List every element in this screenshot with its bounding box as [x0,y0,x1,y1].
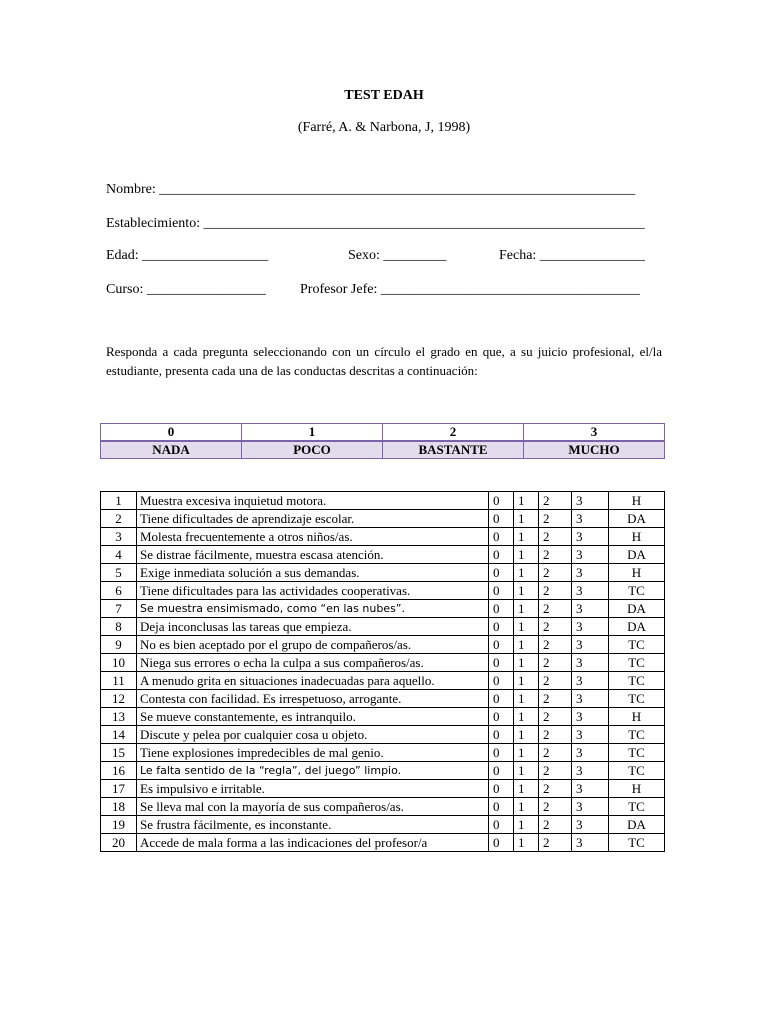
item-number: 15 [101,744,137,762]
rating-option-2[interactable]: 2 [539,816,572,834]
item-number: 16 [101,762,137,780]
item-number: 8 [101,618,137,636]
rating-option-1[interactable]: 1 [514,726,539,744]
item-category: H [609,492,665,510]
item-number: 20 [101,834,137,852]
rating-option-1[interactable]: 1 [514,564,539,582]
rating-option-3[interactable]: 3 [572,726,609,744]
item-number: 19 [101,816,137,834]
rating-option-1[interactable]: 1 [514,636,539,654]
rating-option-1[interactable]: 1 [514,762,539,780]
rating-option-1[interactable]: 1 [514,492,539,510]
rating-option-3[interactable]: 3 [572,564,609,582]
item-number: 4 [101,546,137,564]
scale-value-3: 3 [524,424,665,442]
rating-option-2[interactable]: 2 [539,744,572,762]
rating-option-0[interactable]: 0 [489,690,514,708]
item-category: H [609,708,665,726]
rating-option-0[interactable]: 0 [489,654,514,672]
rating-option-2[interactable]: 2 [539,798,572,816]
curso-field[interactable]: Curso: _________________ [106,282,266,297]
scale-value-0: 0 [101,424,242,442]
table-row [101,600,665,618]
rating-option-2[interactable]: 2 [539,564,572,582]
rating-option-2[interactable]: 2 [539,780,572,798]
item-category: DA [609,816,665,834]
rating-option-2[interactable]: 2 [539,582,572,600]
item-text: Molesta frecuentemente a otros niños/as. [137,528,489,546]
item-text: Tiene dificultades para las actividades cooperativas. [137,582,489,600]
rating-option-1[interactable]: 1 [514,816,539,834]
instructions-text: Responda a cada pregunta seleccionando con un círculo el grado en que, a su juicio profesional, el/la estudiante, presenta cada una de las conductas descritas a continuación: [106,344,662,378]
item-text: Muestra excesiva inquietud motora. [137,492,489,510]
rating-option-3[interactable]: 3 [572,492,609,510]
rating-option-0[interactable]: 0 [489,564,514,582]
scale-value-1: 1 [242,424,383,442]
rating-option-2[interactable]: 2 [539,834,572,852]
table-row [101,834,665,852]
table-row [101,816,665,834]
table-row [101,708,665,726]
rating-option-1[interactable]: 1 [514,618,539,636]
rating-option-0[interactable]: 0 [489,708,514,726]
item-number: 9 [101,636,137,654]
table-row [101,564,665,582]
sexo-field[interactable]: Sexo: _________ [348,248,447,263]
rating-option-0[interactable]: 0 [489,636,514,654]
item-text: Se muestra ensimismado, como “en las nubes”. [137,600,489,618]
item-text: Se distrae fácilmente, muestra escasa atención. [137,546,489,564]
rating-option-2[interactable]: 2 [539,708,572,726]
rating-option-0[interactable]: 0 [489,582,514,600]
rating-option-2[interactable]: 2 [539,690,572,708]
item-number: 17 [101,780,137,798]
rating-option-3[interactable]: 3 [572,762,609,780]
item-category: TC [609,672,665,690]
rating-option-1[interactable]: 1 [514,582,539,600]
item-text: Accede de mala forma a las indicaciones del profesor/a [137,834,489,852]
item-text: Exige inmediata solución a sus demandas. [137,564,489,582]
fecha-field[interactable]: Fecha: _______________ [499,248,645,263]
item-text: A menudo grita en situaciones inadecuadas para aquello. [137,672,489,690]
table-row [101,690,665,708]
rating-option-3[interactable]: 3 [572,528,609,546]
rating-option-2[interactable]: 2 [539,546,572,564]
scale-label-mucho: MUCHO [524,441,665,459]
rating-option-3[interactable]: 3 [572,744,609,762]
scale-label-nada: NADA [101,441,242,459]
rating-option-3[interactable]: 3 [572,816,609,834]
table-row [101,726,665,744]
rating-option-0[interactable]: 0 [489,510,514,528]
rating-option-0[interactable]: 0 [489,816,514,834]
rating-option-3[interactable]: 3 [572,600,609,618]
rating-option-0[interactable]: 0 [489,672,514,690]
rating-option-2[interactable]: 2 [539,762,572,780]
table-row [101,654,665,672]
rating-option-2[interactable]: 2 [539,636,572,654]
item-number: 2 [101,510,137,528]
rating-option-2[interactable]: 2 [539,510,572,528]
item-category: DA [609,510,665,528]
item-text: No es bien aceptado por el grupo de compañeros/as. [137,636,489,654]
table-row [101,636,665,654]
rating-option-0[interactable]: 0 [489,528,514,546]
table-row [101,546,665,564]
rating-option-2[interactable]: 2 [539,654,572,672]
rating-option-1[interactable]: 1 [514,744,539,762]
item-category: H [609,528,665,546]
rating-option-1[interactable]: 1 [514,780,539,798]
item-category: DA [609,618,665,636]
rating-option-1[interactable]: 1 [514,546,539,564]
scale-label-bastante: BASTANTE [383,441,524,459]
item-category: H [609,564,665,582]
rating-option-0[interactable]: 0 [489,726,514,744]
rating-option-3[interactable]: 3 [572,636,609,654]
page-title: TEST EDAH [344,88,424,103]
rating-option-2[interactable]: 2 [539,600,572,618]
item-text: Se mueve constantemente, es intranquilo. [137,708,489,726]
item-number: 13 [101,708,137,726]
item-text: Contesta con facilidad. Es irrespetuoso, arrogante. [137,690,489,708]
profesor-jefe-field[interactable]: Profesor Jefe: _____________________________________ [300,282,640,297]
item-category: TC [609,762,665,780]
table-row [101,744,665,762]
item-number: 18 [101,798,137,816]
table-row [101,582,665,600]
rating-option-3[interactable]: 3 [572,798,609,816]
rating-option-0[interactable]: 0 [489,600,514,618]
item-text: Niega sus errores o echa la culpa a sus compañeros/as. [137,654,489,672]
item-category: DA [609,600,665,618]
rating-option-3[interactable]: 3 [572,780,609,798]
rating-option-3[interactable]: 3 [572,582,609,600]
rating-option-1[interactable]: 1 [514,798,539,816]
table-row [101,798,665,816]
rating-option-1[interactable]: 1 [514,510,539,528]
item-number: 10 [101,654,137,672]
rating-option-3[interactable]: 3 [572,708,609,726]
item-text: Discute y pelea por cualquier cosa u objeto. [137,726,489,744]
item-number: 11 [101,672,137,690]
item-category: TC [609,654,665,672]
rating-option-3[interactable]: 3 [572,690,609,708]
table-row [101,762,665,780]
rating-option-2[interactable]: 2 [539,726,572,744]
rating-option-0[interactable]: 0 [489,546,514,564]
item-category: TC [609,690,665,708]
item-number: 1 [101,492,137,510]
item-category: TC [609,834,665,852]
item-text: Deja inconclusas las tareas que empieza. [137,618,489,636]
item-category: TC [609,636,665,654]
item-number: 14 [101,726,137,744]
item-number: 6 [101,582,137,600]
item-text: Es impulsivo e irritable. [137,780,489,798]
scale-value-2: 2 [383,424,524,442]
item-number: 12 [101,690,137,708]
rating-option-3[interactable]: 3 [572,546,609,564]
item-category: TC [609,582,665,600]
table-row [101,510,665,528]
table-row [101,528,665,546]
item-text: Se frustra fácilmente, es inconstante. [137,816,489,834]
edad-field[interactable]: Edad: __________________ [106,248,269,263]
rating-option-0[interactable]: 0 [489,798,514,816]
item-text: Tiene dificultades de aprendizaje escolar. [137,510,489,528]
establecimiento-field[interactable]: Establecimiento: _______________________________________________________________ [106,216,645,231]
rating-option-1[interactable]: 1 [514,834,539,852]
item-text: Tiene explosiones impredecibles de mal genio. [137,744,489,762]
rating-option-2[interactable]: 2 [539,618,572,636]
rating-option-1[interactable]: 1 [514,600,539,618]
rating-option-2[interactable]: 2 [539,492,572,510]
rating-option-2[interactable]: 2 [539,528,572,546]
item-number: 3 [101,528,137,546]
nombre-field[interactable]: Nombre: ____________________________________________________________________ [106,182,636,197]
rating-option-1[interactable]: 1 [514,708,539,726]
rating-option-0[interactable]: 0 [489,618,514,636]
rating-option-3[interactable]: 3 [572,510,609,528]
item-text: Se lleva mal con la mayoría de sus compañeros/as. [137,798,489,816]
item-number: 7 [101,600,137,618]
scale-label-poco: POCO [242,441,383,459]
table-row [101,492,665,510]
rating-option-0[interactable]: 0 [489,780,514,798]
rating-option-3[interactable]: 3 [572,834,609,852]
rating-scale-table [100,423,665,459]
page-subtitle: (Farré, A. & Narbona, J, 1998) [297,120,471,135]
item-category: TC [609,726,665,744]
rating-option-3[interactable]: 3 [572,672,609,690]
rating-option-0[interactable]: 0 [489,762,514,780]
table-row [101,618,665,636]
rating-option-3[interactable]: 3 [572,654,609,672]
rating-option-1[interactable]: 1 [514,654,539,672]
item-category: DA [609,546,665,564]
rating-option-0[interactable]: 0 [489,492,514,510]
rating-option-1[interactable]: 1 [514,528,539,546]
rating-option-2[interactable]: 2 [539,672,572,690]
item-category: H [609,780,665,798]
table-row [101,672,665,690]
table-row [101,780,665,798]
rating-option-0[interactable]: 0 [489,834,514,852]
rating-option-1[interactable]: 1 [514,690,539,708]
item-category: TC [609,744,665,762]
rating-option-1[interactable]: 1 [514,672,539,690]
item-number: 5 [101,564,137,582]
item-text: Le falta sentido de la “regla”, del juego” limpio. [137,762,489,780]
item-category: TC [609,798,665,816]
questionnaire-table [100,491,665,852]
rating-option-3[interactable]: 3 [572,618,609,636]
rating-option-0[interactable]: 0 [489,744,514,762]
